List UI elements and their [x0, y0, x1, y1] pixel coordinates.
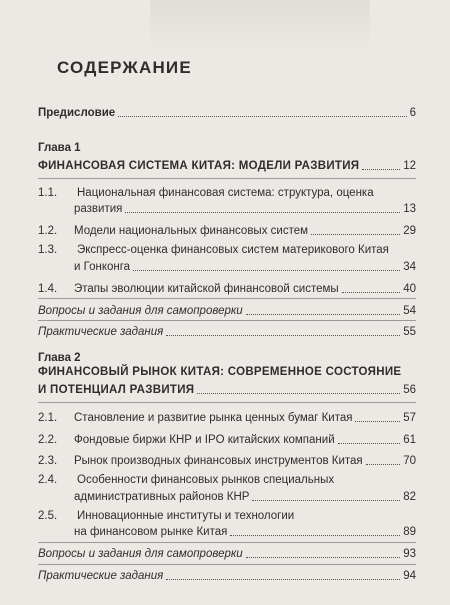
toc-section-text: развития [74, 203, 123, 215]
toc-entry-section[interactable] [38, 258, 416, 275]
section-rule [38, 298, 416, 299]
page-title: СОДЕРЖАНИЕ [57, 58, 192, 77]
toc-entry-chapter2[interactable] [38, 381, 416, 398]
toc-section-num: 2.1. [38, 412, 58, 424]
toc-page-number: 40 [403, 283, 416, 295]
chapter-rule [38, 178, 416, 179]
dot-leader [362, 168, 400, 170]
toc-section-text: на финансовом рынке Китая [74, 526, 228, 538]
toc-page-number: 61 [403, 434, 416, 446]
toc-entry-section[interactable] [38, 200, 416, 217]
dot-leader [342, 291, 401, 293]
toc-practice-text: Практические задания [38, 570, 164, 582]
toc-page-number: 13 [403, 203, 416, 215]
dot-leader [338, 442, 401, 444]
dot-leader [166, 578, 400, 580]
toc-page-number: 57 [403, 412, 416, 424]
toc-section-num: 1.2. [38, 225, 58, 237]
toc-entry-preface[interactable] [38, 104, 416, 121]
dot-leader [366, 463, 401, 465]
toc-section-num: 1.1. [38, 187, 58, 199]
toc-section-text: Модели национальных финансовых систем [74, 225, 309, 237]
toc-section-num: 2.4. [38, 474, 58, 486]
dot-leader [133, 269, 400, 271]
toc-entry-section[interactable] [38, 431, 416, 448]
dot-leader [166, 334, 400, 336]
toc-page-number: 70 [403, 455, 416, 467]
dot-leader [355, 420, 400, 422]
toc-section-line: Экспресс-оценка финансовых систем материкового Китая [77, 244, 389, 256]
section-rule [38, 320, 416, 321]
toc-section-num: 2.3. [38, 455, 58, 467]
dot-leader [197, 392, 400, 394]
toc-entry-questions[interactable] [38, 302, 416, 319]
dot-leader [246, 556, 400, 558]
dot-leader [230, 534, 400, 536]
dot-leader [125, 211, 400, 213]
chapter-label: Глава 1 [38, 142, 81, 154]
toc-section-num: 1.3. [38, 244, 58, 256]
toc-page-number: 54 [403, 305, 416, 317]
chapter-title: ФИНАНСОВЫЙ РЫНОК КИТАЯ: СОВРЕМЕННОЕ СОСТОЯНИЕ [38, 366, 402, 378]
toc-page-number: 34 [403, 261, 416, 273]
toc-section-line: Инновационные институты и технологии [77, 510, 295, 522]
toc-section-text: Этапы эволюции китайской финансовой системы [74, 283, 339, 295]
dot-leader [118, 115, 406, 117]
toc-entry-section[interactable] [38, 280, 416, 297]
toc-entry-section[interactable] [38, 452, 416, 469]
toc-page-number: 89 [403, 526, 416, 538]
toc-entry-section[interactable] [38, 523, 416, 540]
chapter-title: ФИНАНСОВАЯ СИСТЕМА КИТАЯ: МОДЕЛИ РАЗВИТИЯ [38, 160, 360, 172]
toc-section-line: Национальная финансовая система: структура, оценка [77, 187, 374, 199]
dot-leader [252, 499, 400, 501]
toc-entry-chapter1[interactable] [38, 157, 416, 174]
toc-entry-practice[interactable] [38, 567, 416, 584]
toc-section-num: 1.4. [38, 283, 58, 295]
toc-section-text: Рынок производных финансовых инструментов Китая [74, 455, 363, 467]
toc-entry-section[interactable] [38, 488, 416, 505]
section-rule [38, 542, 416, 543]
toc-section-text: Фондовые биржи КНР и IPO китайских компаний [74, 434, 335, 446]
toc-section-text: Становление и развитие рынка ценных бумаг Китая [74, 412, 353, 424]
toc-entry-practice[interactable] [38, 323, 416, 340]
toc-page-number: 6 [409, 107, 416, 119]
toc-section-text: и Гонконга [74, 261, 131, 273]
bleed-through-shadow [150, 0, 370, 50]
toc-practice-text: Практические задания [38, 326, 164, 338]
toc-section-line: Особенности финансовых рынков специальных [77, 474, 335, 486]
dot-leader [246, 313, 400, 315]
toc-page-number: 82 [403, 491, 416, 503]
toc-entry-section[interactable] [38, 222, 416, 239]
toc-page-number: 29 [403, 225, 416, 237]
toc-section-num: 2.2. [38, 434, 58, 446]
toc-page-number: 55 [403, 326, 416, 338]
dot-leader [311, 233, 400, 235]
chapter-rule [38, 402, 416, 403]
toc-entry-questions[interactable] [38, 545, 416, 562]
toc-section-num: 2.5. [38, 510, 58, 522]
toc-section-text: административных районов КНР [74, 491, 250, 503]
toc-questions-text: Вопросы и задания для самопроверки [38, 548, 243, 560]
toc-entry-label: Предисловие [38, 107, 116, 119]
section-rule [38, 564, 416, 565]
chapter-label: Глава 2 [38, 352, 81, 364]
toc-questions-text: Вопросы и задания для самопроверки [38, 305, 243, 317]
chapter-title: И ПОТЕНЦИАЛ РАЗВИТИЯ [38, 384, 195, 396]
toc-page-number: 56 [403, 384, 416, 396]
toc-page-number: 12 [403, 160, 416, 172]
toc-page-number: 94 [403, 570, 416, 582]
toc-page-number: 93 [403, 548, 416, 560]
toc-entry-section[interactable] [38, 409, 416, 426]
